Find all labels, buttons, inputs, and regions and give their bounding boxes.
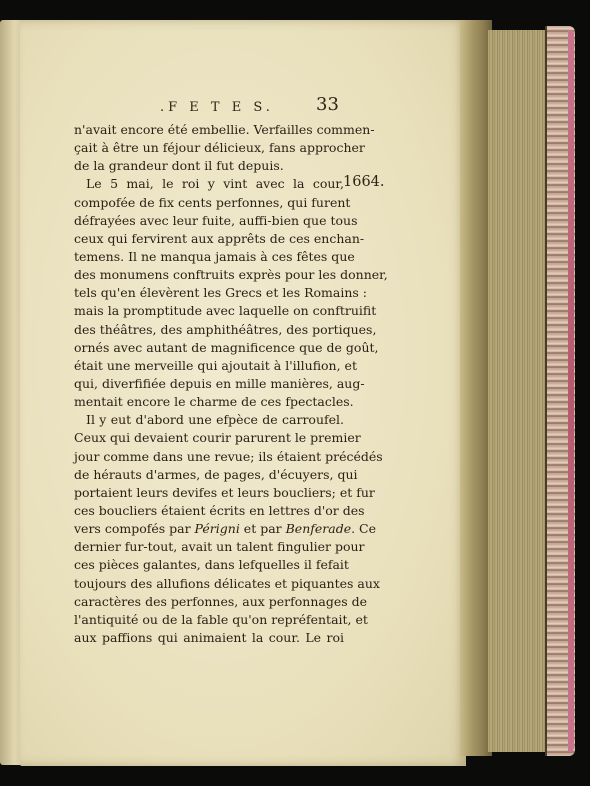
text-line: dernier fur-tout, avait un talent fingulier pour	[74, 539, 365, 555]
text-line: compofée de fix cents perfonnes, qui furent	[74, 194, 351, 210]
text-line: jour comme dans une revue; ils étaient précédés	[74, 448, 383, 464]
text-line: ces pièces galantes, dans lefquelles il fefait	[74, 557, 349, 573]
name-benserade: Benferade	[285, 521, 352, 537]
text-line: qui, diverfifiée depuis en mille manières, aug-	[74, 375, 365, 391]
running-head	[155, 94, 385, 118]
text-line: Il y eut d'abord une efpèce de carroufel.	[86, 412, 344, 428]
page-number: 33	[316, 94, 339, 115]
text-line: tels qu'en élevèrent les Grecs et les Romains :	[74, 285, 367, 301]
text-line: de la grandeur dont il fut depuis.	[74, 158, 284, 174]
text-line: était une merveille qui ajoutait à l'illufion, et	[74, 357, 357, 373]
text-line: des monumens conftruits exprès pour les donner,	[74, 267, 388, 283]
text-line: ces boucliers étaient écrits en lettres d'or des	[74, 502, 365, 518]
text-line: çait à être un féjour délicieux, fans approcher	[74, 140, 365, 156]
text-line: n'avait encore été embellie. Verfailles commen-	[74, 122, 375, 137]
text-line: aux paffions qui animaient la cour. Le roi	[74, 629, 344, 645]
margin-year-note: 1664.	[343, 174, 385, 190]
text-line: caractères des perfonnes, aux perfonnages de	[74, 593, 368, 609]
text-line: mentait encore le charme de ces fpectacles.	[74, 394, 354, 410]
text-line: l'antiquité ou de la fable qu'on repréfentait, et	[74, 611, 368, 627]
text-line: des théâtres, des amphithéâtres, des portiques,	[74, 321, 377, 337]
running-head-title: .F E T E S.	[160, 100, 274, 115]
page-block	[488, 30, 548, 752]
text-line: Le 5 mai, le roi y vint avec la cour,	[86, 176, 344, 192]
text-line: portaient leurs devifes et leurs boucliers; et fur	[74, 484, 375, 500]
text-line: toujours des allufions délicates et piquantes aux	[74, 575, 380, 591]
text-line: mais la promptitude avec laquelle on conftruifit	[74, 303, 377, 319]
text-line: temens. Il ne manqua jamais à ces fêtes que	[74, 248, 355, 264]
text-line: de hérauts d'armes, de pages, d'écuyers, qui	[74, 466, 358, 482]
text-line: ceux qui fervirent aux apprêts de ces enchan-	[74, 230, 365, 246]
text-line: ornés avec autant de magnificence que de goût,	[74, 339, 379, 355]
text-line-names: vers compofés par Périgni et par Benferade. Ce	[74, 521, 377, 537]
book-cover-rim	[568, 30, 574, 752]
text-line: défrayées avec leur fuite, auffi-bien que tous	[74, 212, 358, 228]
text-line: Ceux qui devaient courir parurent le premier	[74, 430, 361, 446]
name-perigni: Périgni	[194, 521, 240, 537]
